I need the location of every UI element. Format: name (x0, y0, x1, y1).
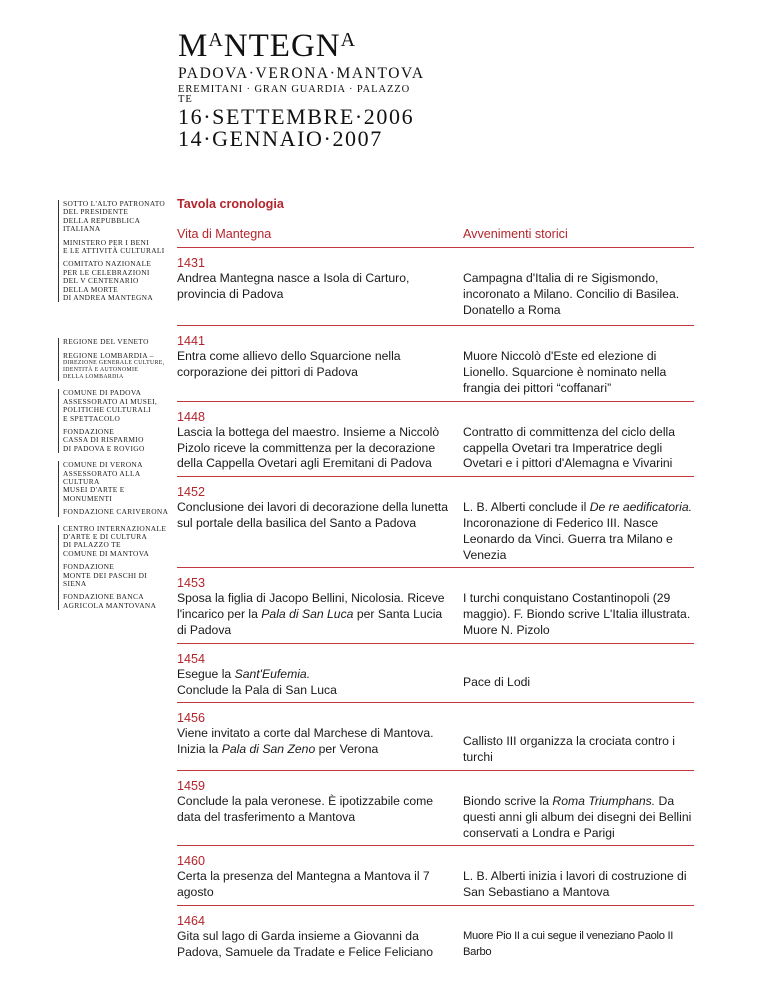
column-header-events: Avvenimenti storici (463, 227, 568, 241)
table-row (177, 477, 694, 568)
life-cell: Conclude la pala veronese. È ipotizzabile come data del trasferimento a Mantova (177, 793, 434, 824)
life-cell: Conclusione dei lavori di decorazione della lunetta sul portale della basilica del Santo a Padova (177, 500, 449, 530)
patron-item: CENTRO INTERNAZIONALE D'ARTE E DI CULTURA DI PALAZZO TE COMUNE DI MANTOVA (63, 523, 167, 558)
events-cell: Campagna d'Italia di re Sigismondo, incoronato a Milano. Concilio di Basilea. Donatello a Roma (463, 271, 680, 317)
patron-item: DIREZIONE GENERALE CULTURE, IDENTITÀ E AUTONOMIE DELLA LOMBARDIA (63, 360, 165, 381)
patronage-group (58, 200, 170, 302)
table-header (177, 227, 694, 248)
table-row (177, 326, 694, 401)
exhibition-cities: PADOVA·VERONA·MANTOVA (178, 65, 425, 82)
table-row (177, 703, 694, 771)
exhibition-title: $M^ANTEGN^A$ (178, 28, 357, 64)
patron-item: FONDAZIONE CARIVERONA (63, 507, 169, 517)
events-cell: Muore Pio II a cui segue il veneziano Paolo II Barbo (463, 929, 674, 958)
life-cell: Viene invitato a corte dal Marchese di Mantova. Inizia la Pala di San Zeno per Verona (177, 726, 434, 757)
row-year: 1452 (177, 485, 206, 500)
events-cell: Muore Niccolò d'Este ed elezione di Lionello. Squarcione è nominato nella frangia dei pittori “coffanari” (463, 349, 667, 395)
row-year: 1454 (177, 651, 206, 666)
exhibition-date-end: 14·GENNAIO·2007 (178, 125, 383, 151)
patron-item: COMUNE DI PADOVA ASSESSORATO AI MUSEI, POLITICHE CULTURALI E SPETTACOLO (63, 388, 158, 423)
patron-item: FONDAZIONE BANCA AGRICOLA MANTOVANA (63, 592, 157, 610)
chronology-table (177, 197, 694, 965)
patronage-sidebar (58, 200, 170, 618)
column-header-life: Vita di Mantegna (177, 227, 272, 241)
mantova-group (58, 525, 170, 611)
row-year: 1453 (177, 576, 206, 591)
events-cell: Biondo scrive la Roma Triumphans. Da questi anni gli album dei disegni dei Bellini conservati a Londra e Parigi (463, 793, 692, 840)
events-cell: L. B. Alberti inizia i lavori di costruzione di San Sebastiano a Mantova (463, 869, 687, 900)
patron-item: COMUNE DI VERONA ASSESSORATO ALLA CULTURA MUSEI D'ARTE E MONUMENTI (63, 460, 143, 503)
table-row (177, 846, 694, 906)
row-year: 1448 (177, 409, 206, 424)
patron-item: MINISTERO PER I BENI E LE ATTIVITÀ CULTURALI (63, 237, 165, 256)
life-cell: Entra come allievo dello Squarcione nella corporazione dei pittori di Padova (177, 349, 401, 380)
regions-group (58, 338, 170, 381)
patron-item: FONDAZIONE CASSA DI RISPARMIO DI PADOVA E ROVIGO (63, 426, 145, 453)
table-row (177, 644, 694, 704)
events-cell: Contratto di committenza del ciclo della cappella Ovetari tra Imperatrice degli Ovetari e i pittori d'Alemagna e Vivarini (463, 424, 676, 471)
row-year: 1464 (177, 913, 206, 928)
patron-item: COMITATO NAZIONALE PER LE CELEBRAZIONI DEL V CENTENARIO DELLA MORTE DI ANDREA MANTEGNA (63, 259, 154, 303)
row-year: 1441 (177, 334, 206, 349)
events-cell: Callisto III organizza la crociata contro i turchi (463, 734, 676, 765)
row-year: 1459 (177, 778, 206, 793)
events-cell: L. B. Alberti conclude il De re aedificatoria. Incoronazione di Federico III. Nasce Leonardo da Vinci. Guerra tra Milano e Venezia (463, 500, 692, 562)
page-title: Tavola cronologia (177, 197, 284, 211)
table-row (177, 771, 694, 846)
life-cell: Certa la presenza del Mantegna a Mantova il 7 agosto (177, 869, 430, 900)
patron-item: FONDAZIONE MONTE DEI PASCHI DI SIENA (63, 562, 148, 588)
life-cell: Esegue la Sant'Eufemia. Conclude la Pala di San Luca (177, 666, 337, 697)
events-cell: I turchi conquistano Costantinopoli (29 maggio). F. Biondo scrive L'Italia illustrata. Muore N. Pizolo (463, 591, 691, 637)
table-row (177, 402, 694, 477)
table-row (177, 568, 694, 643)
row-year: 1456 (177, 711, 206, 726)
exhibition-venues: EREMITANI · GRAN GUARDIA · PALAZZO TE (178, 83, 411, 105)
patron-item: REGIONE DEL VENETO (63, 337, 149, 347)
table-row (177, 906, 694, 965)
row-year: 1460 (177, 854, 206, 869)
life-cell: Gita sul lago di Garda insieme a Giovanni da Padova, Samuele da Tradate e Felice Feliciano (177, 928, 434, 959)
life-cell: Lascia la bottega del maestro. Insieme a Niccolò Pizolo riceve la committenza per la decorazione della Cappella Ovetari agli Eremitani di Padova (177, 424, 440, 471)
row-year: 1431 (177, 256, 206, 270)
life-cell: Sposa la figlia di Jacopo Bellini, Nicolosia. Riceve l'incarico per la Pala di San Luca per Santa Lucia di Padova (177, 591, 445, 637)
life-cell: Andrea Mantegna nasce a Isola di Carturo, provincia di Padova (177, 271, 410, 301)
exhibition-masthead (178, 28, 425, 151)
verona-group (58, 461, 170, 516)
padova-group (58, 389, 170, 453)
patron-item: REGIONE LOMBARDIA – (63, 350, 154, 360)
events-cell: Pace di Lodi (463, 674, 531, 689)
patron-item: SOTTO L'ALTO PATRONATO DEL PRESIDENTE DELLA REPUBBLICA ITALIANA (63, 199, 166, 234)
exhibition-date-start: 16·SETTEMBRE·2006 (178, 103, 415, 129)
table-row (177, 248, 694, 326)
